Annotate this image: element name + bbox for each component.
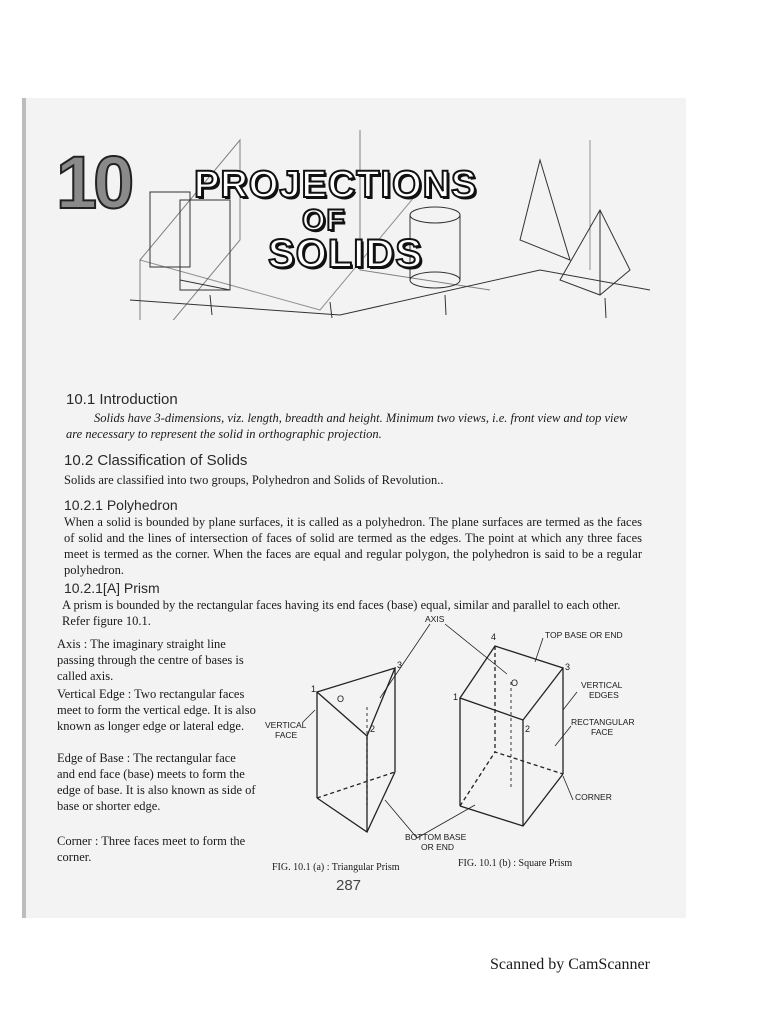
figure-caption-a: FIG. 10.1 (a) : Triangular Prism (272, 862, 400, 873)
label-square-vertex-4: 4 (491, 632, 497, 642)
label-vertical-face-2: FACE (275, 730, 298, 740)
label-vertical-face-1: VERTICAL (265, 720, 307, 730)
introduction-text: Solids have 3-dimensions, viz. length, breadth and height. Minimum two views, i.e. front view and top view are necessary to represent the solid in orthographic projection. (66, 411, 628, 441)
section-heading-introduction: 10.1 Introduction (66, 391, 178, 408)
definition-edge-of-base: Edge of Base : The rectangular face and end face (base) meets to form the edge of base. It is also known as side of base or shorter edge. (57, 751, 256, 813)
polyhedron-text: When a solid is bounded by plane surfaces, it is called as a polyhedron. The plane surfaces are termed as the faces of solid and the lines of intersection of faces of solid are termed as the edges. The point at which any three faces meet is termed as the corner. When the faces are equal and regular polygon, the polyhedron is said to be a regular polyhedron. (64, 515, 642, 577)
definition-axis: Axis : The imaginary straight line passing through the centre of bases is called axis. (57, 637, 244, 683)
label-vertical-edges-2: EDGES (589, 690, 619, 700)
label-rectangular-face-1: RECTANGULAR (571, 717, 635, 727)
label-square-vertex-3: 3 (565, 662, 571, 672)
chapter-banner-illustration (120, 120, 660, 320)
label-vertex-1: 1 (311, 684, 317, 694)
label-bottom-base-1: BOTTOM BASE (405, 832, 467, 842)
section-heading-classification: 10.2 Classification of Solids (64, 452, 248, 469)
label-vertex-3: 3 (397, 660, 403, 670)
prism-figure (255, 610, 655, 860)
chapter-title-line-2: OF (302, 204, 346, 237)
page-number: 287 (336, 877, 362, 894)
label-vertical-edges-1: VERTICAL (581, 680, 623, 690)
section-heading-polyhedron: 10.2.1 Polyhedron (64, 497, 178, 513)
label-origin-triangular: O (337, 694, 345, 704)
classification-text: Solids are classified into two groups, Polyhedron and Solids of Revolution.. (64, 473, 444, 487)
scanner-watermark: Scanned by CamScanner (490, 956, 650, 973)
figure-caption-b: FIG. 10.1 (b) : Square Prism (458, 858, 573, 869)
label-corner: CORNER (575, 792, 612, 802)
label-square-vertex-1: 1 (453, 692, 459, 702)
definition-vertical-edge: Vertical Edge : Two rectangular faces meet to form the vertical edge. It is also known as longer edge or lateral edge. (57, 687, 256, 733)
label-vertex-2: 2 (370, 724, 376, 734)
label-origin-square: O (511, 678, 519, 688)
page-edge-shadow (22, 98, 26, 918)
chapter-number: 10 (56, 141, 131, 224)
label-rectangular-face-2: FACE (591, 727, 614, 737)
chapter-title-line-1: PROJECTIONS (194, 164, 478, 206)
section-heading-prism: 10.2.1[A] Prism (64, 580, 160, 596)
chapter-title-line-3: SOLIDS (268, 232, 423, 276)
label-bottom-base-2: OR END (421, 842, 455, 852)
label-top-base: TOP BASE OR END (545, 630, 623, 640)
definition-corner: Corner : Three faces meet to form the corner. (57, 834, 246, 864)
label-square-vertex-2: 2 (525, 724, 531, 734)
label-axis: AXIS (425, 614, 445, 624)
prism-text: A prism is bounded by the rectangular faces having its end faces (base) equal, similar and parallel to each other. Refer figure 10.1. (62, 598, 621, 628)
